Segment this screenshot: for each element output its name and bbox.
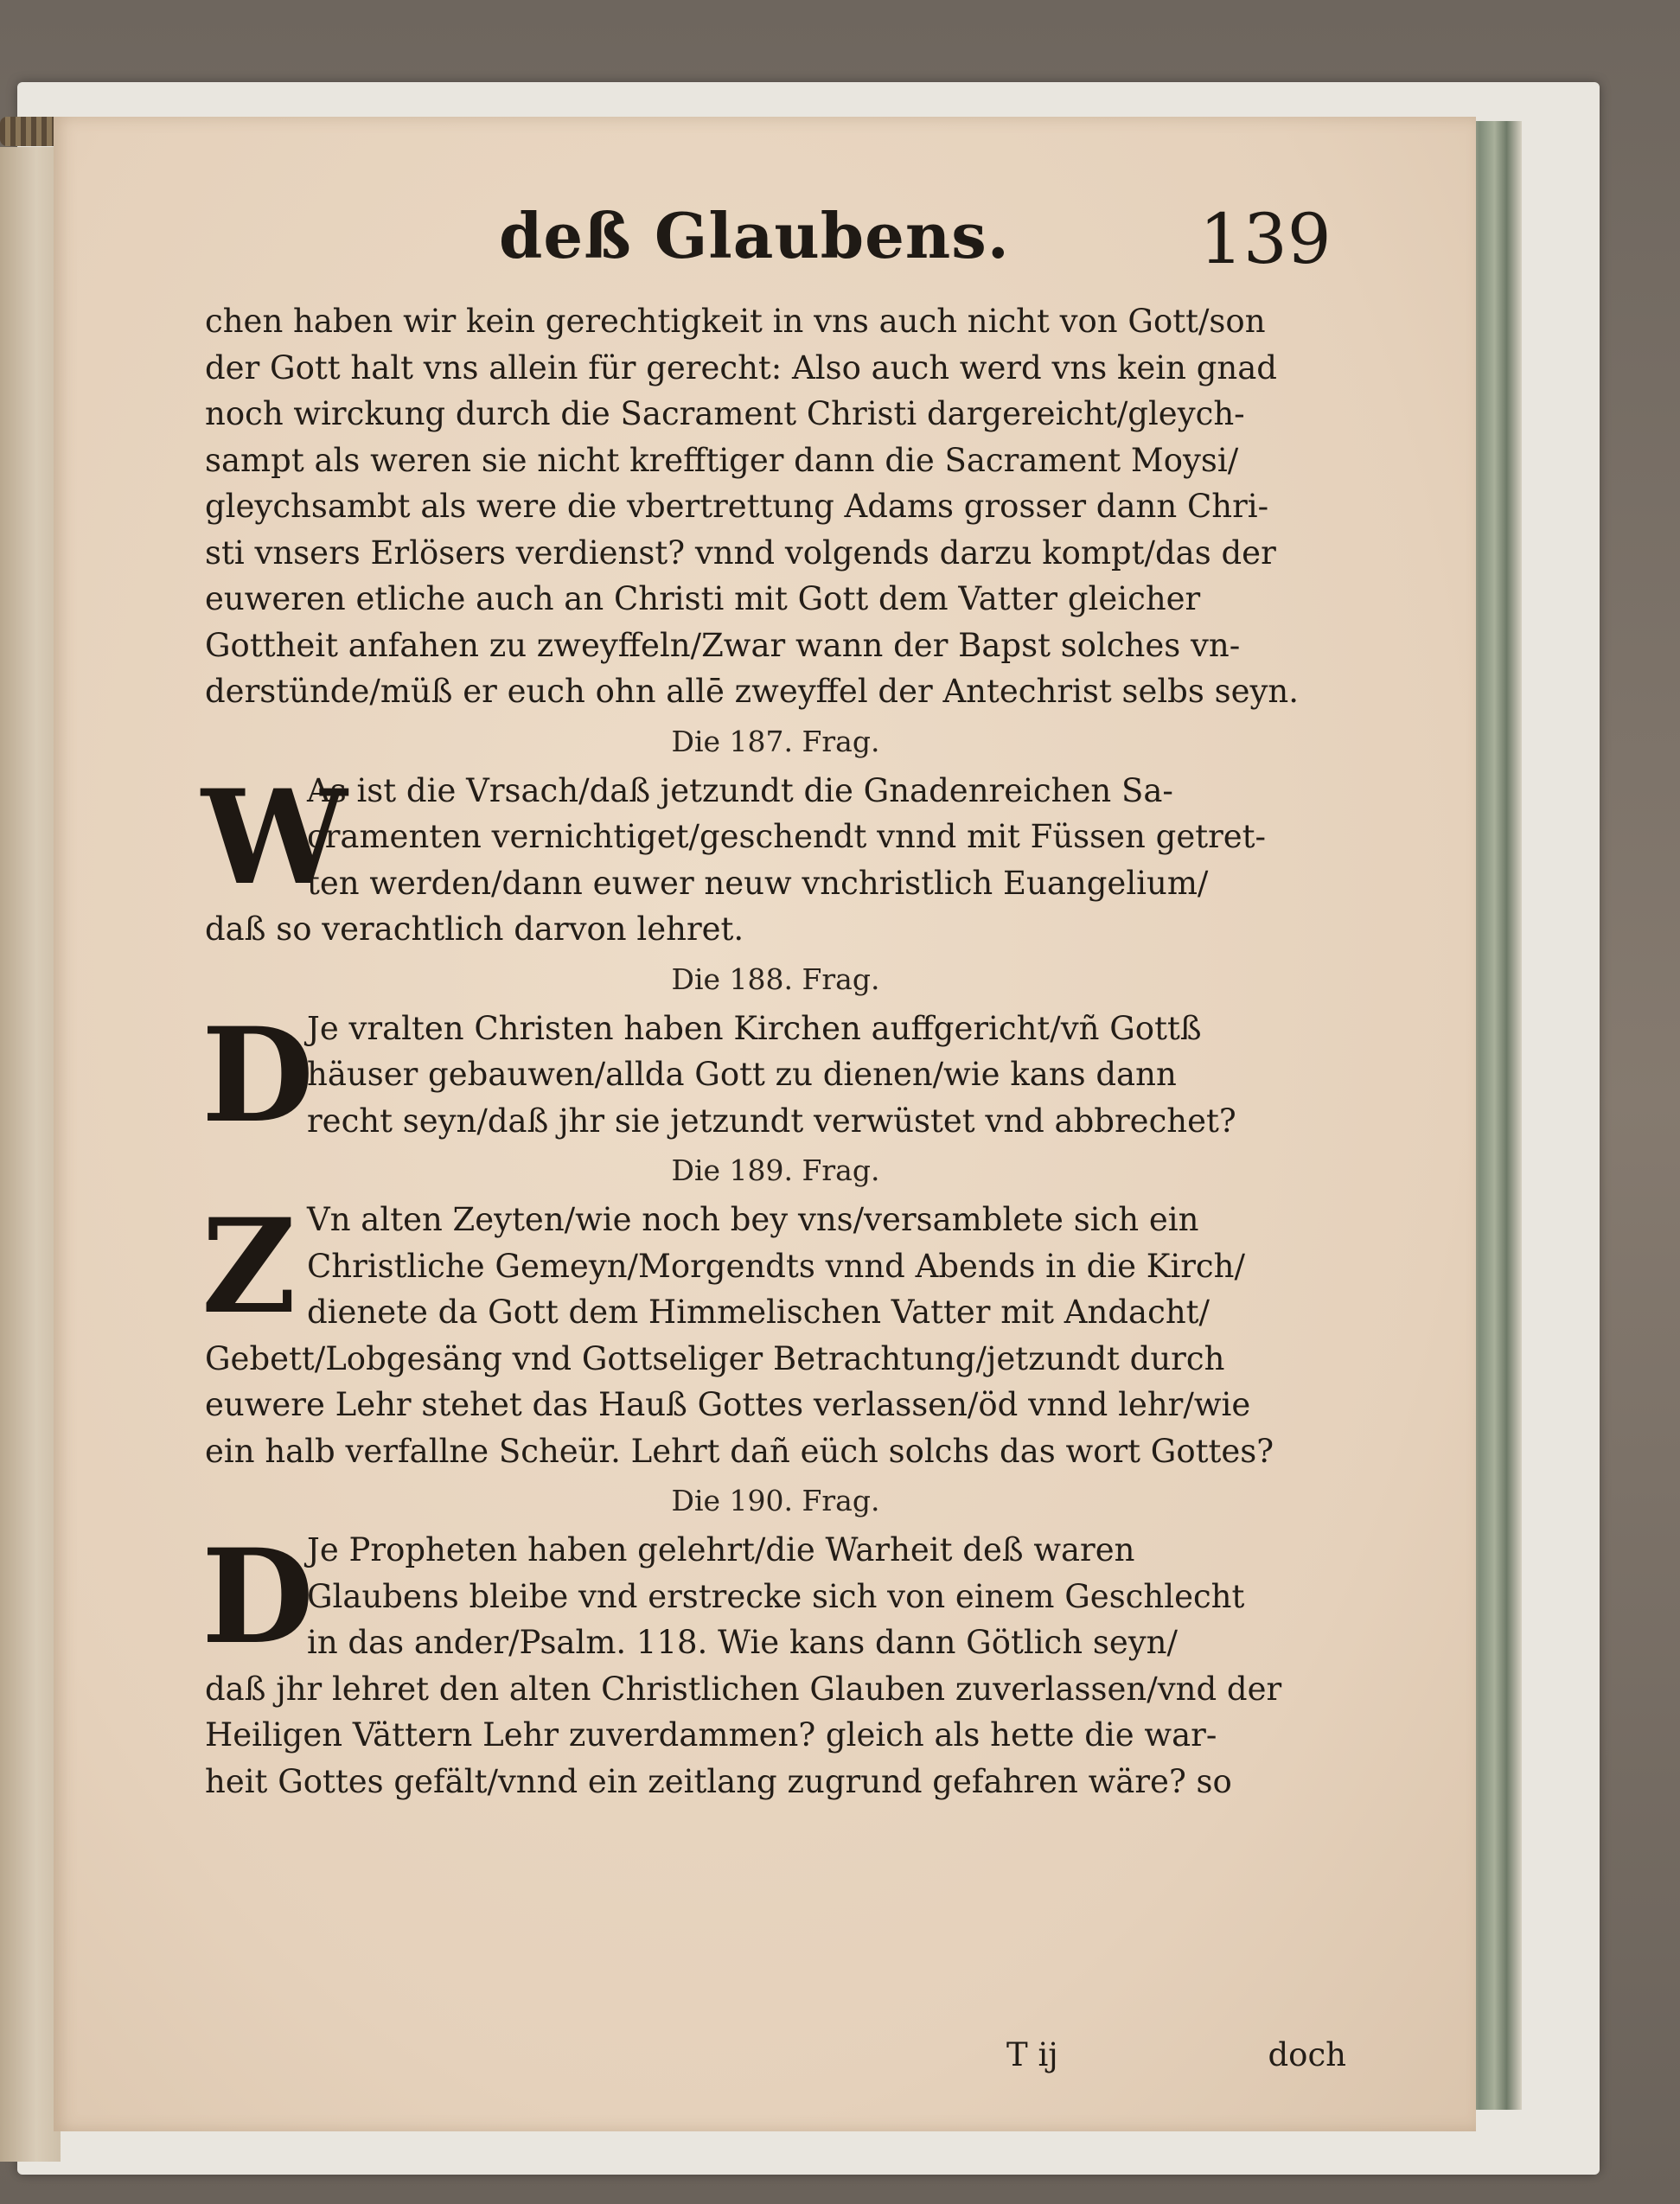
text-line: Glaubens bleibe vnd erstrecke sich von einem Geschlecht [307, 1577, 1245, 1615]
question-heading-188: Die 188. Frag. [671, 961, 880, 996]
intro-paragraph [205, 298, 1346, 715]
text-line: ten werden/dann euwer neuw vnchristlich Euangelium/ [307, 864, 1209, 902]
text-line: sampt als weren sie nicht krefftiger dann die Sacrament Moysi/ [205, 441, 1239, 479]
page-footer [205, 2036, 1346, 2088]
text-line: euwere Lehr stehet das Hauß Gottes verlassen/öd vnnd lehr/wie [205, 1386, 1251, 1423]
question-190 [201, 1521, 1346, 1805]
text-line: noch wirckung durch die Sacrament Christi dargereicht/gleych- [205, 395, 1245, 432]
text-line: daß so verachtlich darvon lehret. [205, 910, 744, 948]
text-line: ein halb verfallne Scheür. Lehrt dañ eüch solchs das wort Gottes? [205, 1432, 1274, 1470]
catchword: doch [1268, 2036, 1346, 2073]
text-line: häuser gebauwen/allda Gott zu dienen/wie kans dann [307, 1056, 1177, 1093]
page-number: 139 [1199, 199, 1332, 279]
page-header [105, 199, 1332, 285]
text-line: Je Propheten haben gelehrt/die Warheit deß waren [307, 1531, 1135, 1568]
text-line: derstünde/müß er euch ohn allē zweyffel der Antechrist selbs seyn. [205, 673, 1299, 710]
running-title: deß Glaubens. [499, 199, 1010, 272]
signature-mark: T ij [1006, 2036, 1058, 2073]
question-187 [201, 761, 1346, 953]
text-line: der Gott halt vns allein für gerecht: Also auch werd vns kein gnad [205, 348, 1277, 386]
text-line: dienete da Gott dem Himmelischen Vatter mit Andacht/ [307, 1294, 1210, 1331]
drop-cap-initial: D [201, 999, 315, 1152]
drop-cap-initial: W [201, 761, 348, 914]
drop-cap-initial: Z [201, 1191, 297, 1343]
text-line: Gebett/Lobgesäng vnd Gottseliger Betrachtung/jetzundt durch [205, 1339, 1225, 1377]
question-heading-187: Die 187. Frag. [671, 724, 880, 758]
body-text [201, 298, 1346, 1805]
text-line: daß jhr lehret den alten Christlichen Glauben zuverlassen/vnd der [205, 1670, 1282, 1708]
text-line: chen haben wir kein gerechtigkeit in vns auch nicht von Gott/son [205, 303, 1266, 340]
text-line: cramenten vernichtiget/geschendt vnnd mit Füssen getret- [307, 818, 1267, 855]
facing-page-edge [0, 147, 61, 2162]
question-188 [201, 999, 1346, 1152]
question-heading-190: Die 190. Frag. [671, 1484, 880, 1517]
text-line: Heiligen Vättern Lehr zuverdammen? gleich als hette die war- [205, 1716, 1217, 1754]
text-line: Vn alten Zeyten/wie noch bey vns/versamblete sich ein [307, 1201, 1199, 1238]
text-line: gleychsambt als were die vbertrettung Adams grosser dann Chri- [205, 488, 1269, 525]
text-line: Christliche Gemeyn/Morgendts vnnd Abends in die Kirch/ [307, 1247, 1245, 1285]
text-line: Je vralten Christen haben Kirchen auffgericht/vñ Gottß [307, 1009, 1202, 1047]
text-line: sti vnsers Erlösers verdienst? vnnd volgends darzu kompt/das der [205, 533, 1276, 572]
text-line: recht seyn/daß jhr sie jetzundt verwüstet vnd abbrechet? [307, 1102, 1236, 1140]
text-line: in das ander/Psalm. 118. Wie kans dann Götlich seyn/ [307, 1624, 1178, 1661]
question-189 [201, 1191, 1346, 1474]
text-line: Gottheit anfahen zu zweyffeln/Zwar wann der Bapst solches vn- [205, 626, 1241, 664]
text-line: heit Gottes gefält/vnnd ein zeitlang zugrund gefahren wäre? so [205, 1762, 1232, 1800]
book-page [54, 117, 1476, 2131]
text-line: As ist die Vrsach/daß jetzundt die Gnadenreichen Sa- [307, 771, 1173, 809]
text-line: euweren etliche auch an Christi mit Gott dem Vatter gleicher [205, 580, 1201, 617]
question-heading-189: Die 189. Frag. [671, 1153, 880, 1187]
drop-cap-initial: D [201, 1521, 315, 1673]
